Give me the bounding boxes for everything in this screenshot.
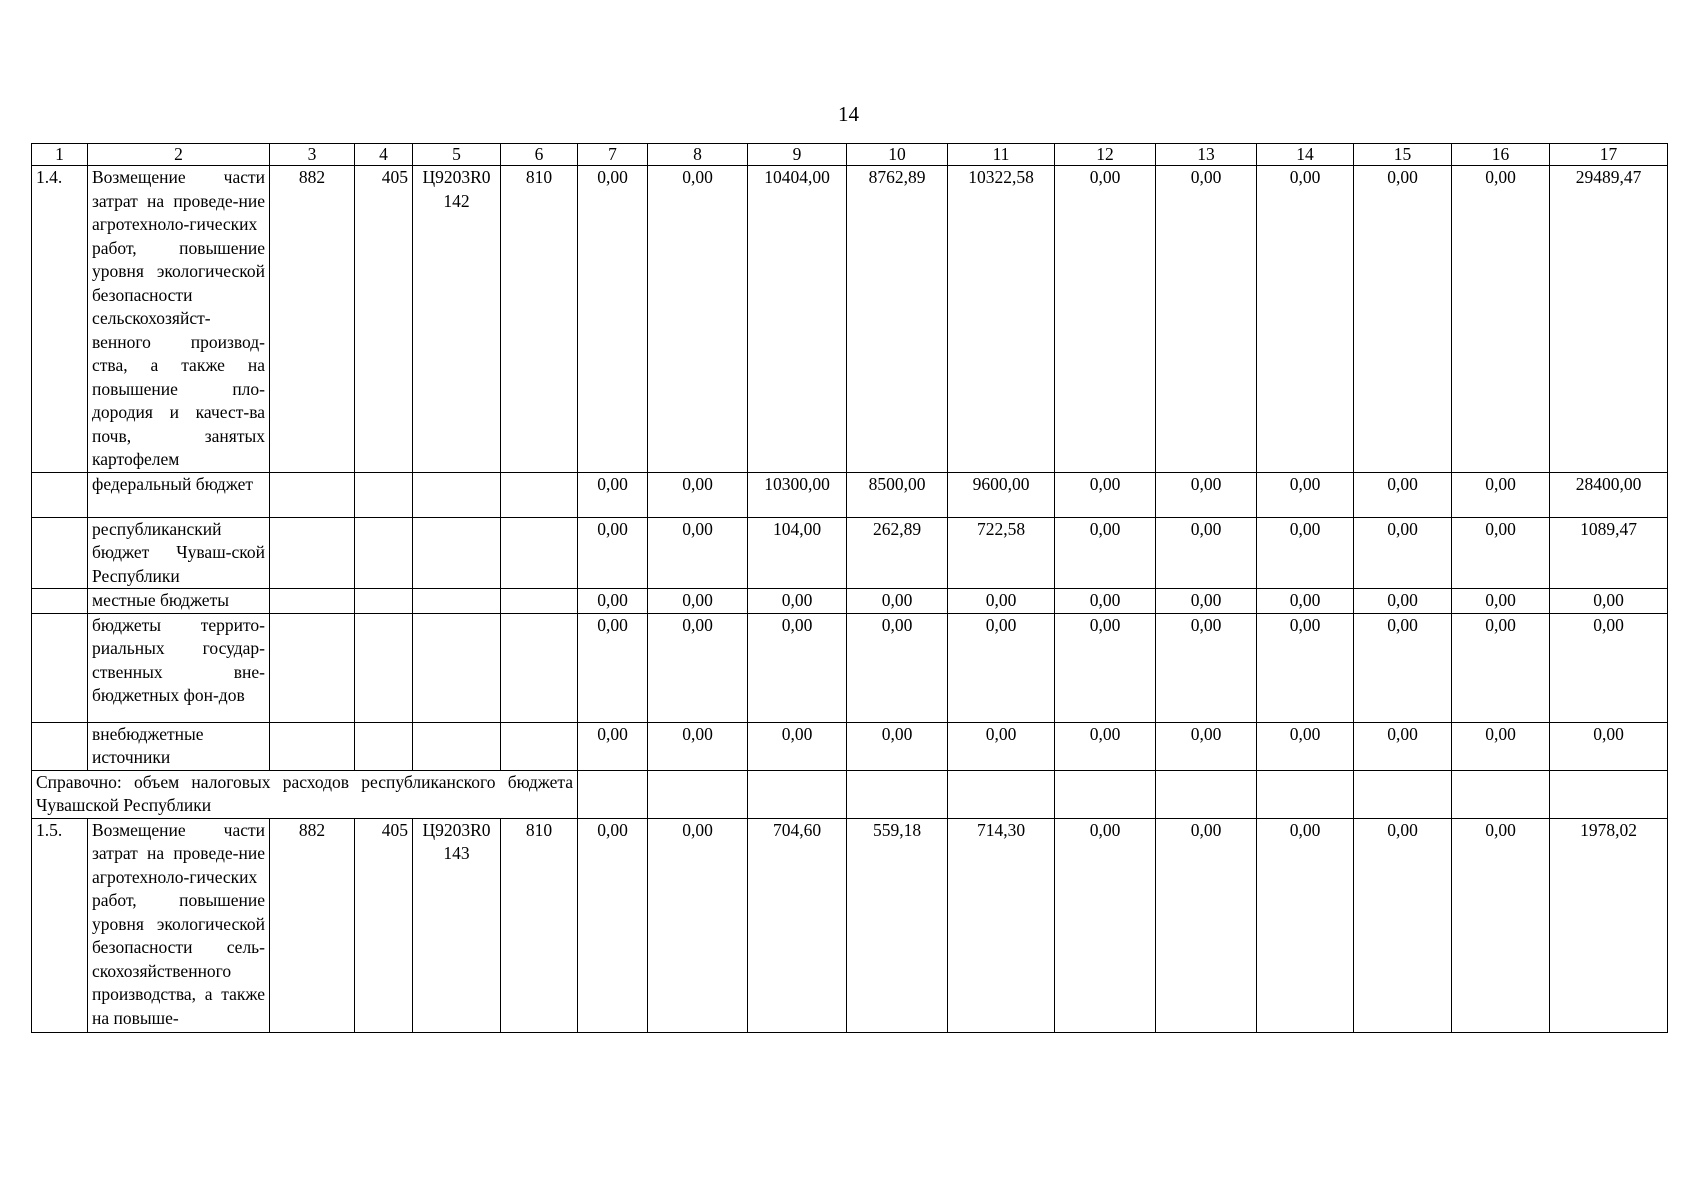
row-name: местные бюджеты (88, 589, 270, 614)
value-cell: 0,00 (578, 472, 648, 517)
value-cell: 0,00 (847, 722, 948, 770)
value-cell: 0,00 (1452, 613, 1550, 722)
value-cell: 704,60 (748, 818, 847, 1032)
row-number (32, 472, 88, 517)
header-cell: 3 (270, 144, 355, 166)
table-row (32, 818, 1668, 1032)
value-cell: 0,00 (1452, 472, 1550, 517)
col-4 (355, 589, 413, 614)
col-3: 882 (270, 166, 355, 473)
row-number (32, 722, 88, 770)
col-5 (413, 472, 501, 517)
row-name: бюджеты террито-риальных государ-ственных вне-бюджетных фон-дов (88, 613, 270, 722)
value-cell: 0,00 (1452, 818, 1550, 1032)
col-3: 882 (270, 818, 355, 1032)
value-cell: 0,00 (648, 472, 748, 517)
empty-cell (1550, 770, 1668, 818)
value-cell: 104,00 (748, 517, 847, 589)
row-number: 1.5. (32, 818, 88, 1032)
row-name: Возмещение части затрат на проведе-ние агротехноло-гических работ, повышение уровня экологической безопасности сель-скохозяйственного производства, а также на повыше- (88, 818, 270, 1032)
header-cell: 16 (1452, 144, 1550, 166)
table-row (32, 613, 1668, 722)
value-cell: 28400,00 (1550, 472, 1668, 517)
value-cell: 722,58 (948, 517, 1055, 589)
col-5: Ц9203R0 142 (413, 166, 501, 473)
col-5: Ц9203R0 143 (413, 818, 501, 1032)
value-cell: 0,00 (1055, 589, 1156, 614)
header-cell: 11 (948, 144, 1055, 166)
empty-cell (847, 770, 948, 818)
table-row (32, 166, 1668, 473)
value-cell: 0,00 (1055, 517, 1156, 589)
value-cell: 8500,00 (847, 472, 948, 517)
col-3 (270, 472, 355, 517)
col-6 (501, 613, 578, 722)
value-cell: 10322,58 (948, 166, 1055, 473)
value-cell: 1978,02 (1550, 818, 1668, 1032)
col-4: 405 (355, 818, 413, 1032)
value-cell: 0,00 (1550, 613, 1668, 722)
col-3 (270, 517, 355, 589)
value-cell: 0,00 (1257, 818, 1354, 1032)
col-5 (413, 589, 501, 614)
value-cell: 0,00 (1156, 517, 1257, 589)
row-name: республиканский бюджет Чуваш-ской Республики (88, 517, 270, 589)
row-name: федеральный бюджет (88, 472, 270, 517)
value-cell: 9600,00 (948, 472, 1055, 517)
value-cell: 0,00 (1354, 613, 1452, 722)
value-cell: 0,00 (1055, 818, 1156, 1032)
value-cell: 0,00 (1354, 472, 1452, 517)
header-cell: 14 (1257, 144, 1354, 166)
value-cell: 0,00 (948, 722, 1055, 770)
col-4 (355, 517, 413, 589)
value-cell: 10300,00 (748, 472, 847, 517)
header-cell: 15 (1354, 144, 1452, 166)
empty-cell (948, 770, 1055, 818)
header-cell: 5 (413, 144, 501, 166)
col-5 (413, 613, 501, 722)
empty-cell (1452, 770, 1550, 818)
value-cell: 714,30 (948, 818, 1055, 1032)
row-name: внебюджетные источники (88, 722, 270, 770)
value-cell: 0,00 (1354, 722, 1452, 770)
value-cell: 0,00 (1354, 589, 1452, 614)
empty-cell (748, 770, 847, 818)
row-number (32, 517, 88, 589)
header-cell: 10 (847, 144, 948, 166)
value-cell: 0,00 (1055, 166, 1156, 473)
value-cell: 0,00 (578, 517, 648, 589)
value-cell: 0,00 (1156, 818, 1257, 1032)
value-cell: 10404,00 (748, 166, 847, 473)
header-cell: 13 (1156, 144, 1257, 166)
value-cell: 0,00 (1550, 589, 1668, 614)
col-6: 810 (501, 166, 578, 473)
col-5 (413, 517, 501, 589)
header-cell: 17 (1550, 144, 1668, 166)
value-cell: 0,00 (948, 613, 1055, 722)
value-cell: 1089,47 (1550, 517, 1668, 589)
header-cell: 2 (88, 144, 270, 166)
value-cell: 0,00 (578, 613, 648, 722)
value-cell: 0,00 (948, 589, 1055, 614)
value-cell: 0,00 (1055, 722, 1156, 770)
value-cell: 0,00 (648, 613, 748, 722)
value-cell: 0,00 (1257, 722, 1354, 770)
value-cell: 0,00 (578, 722, 648, 770)
budget-table (31, 143, 1668, 1033)
value-cell: 0,00 (648, 166, 748, 473)
value-cell: 0,00 (1257, 517, 1354, 589)
value-cell: 0,00 (1156, 589, 1257, 614)
value-cell: 29489,47 (1550, 166, 1668, 473)
col-6 (501, 472, 578, 517)
value-cell: 0,00 (1156, 613, 1257, 722)
value-cell: 0,00 (1156, 166, 1257, 473)
value-cell: 0,00 (648, 589, 748, 614)
header-row (32, 144, 1668, 166)
value-cell: 0,00 (1354, 818, 1452, 1032)
col-3 (270, 722, 355, 770)
header-cell: 6 (501, 144, 578, 166)
col-5 (413, 722, 501, 770)
value-cell: 0,00 (1452, 166, 1550, 473)
empty-cell (1354, 770, 1452, 818)
value-cell: 0,00 (847, 613, 948, 722)
row-number (32, 589, 88, 614)
value-cell: 0,00 (648, 722, 748, 770)
empty-cell (1257, 770, 1354, 818)
value-cell: 0,00 (1055, 613, 1156, 722)
header-cell: 12 (1055, 144, 1156, 166)
value-cell: 0,00 (648, 517, 748, 589)
value-cell: 0,00 (1257, 166, 1354, 473)
row-name: Возмещение части затрат на проведе-ние агротехноло-гических работ, повышение уровня экологической безопасности сельскохозяйст-венного производ-ства, а также на повышение пло-дородия и качест-ва почв, занятых картофелем (88, 166, 270, 473)
value-cell: 0,00 (1257, 589, 1354, 614)
value-cell: 0,00 (1156, 722, 1257, 770)
table-row (32, 472, 1668, 517)
header-cell: 9 (748, 144, 847, 166)
value-cell: 0,00 (1257, 613, 1354, 722)
value-cell: 0,00 (748, 613, 847, 722)
header-cell: 4 (355, 144, 413, 166)
col-4 (355, 472, 413, 517)
header-cell: 7 (578, 144, 648, 166)
empty-cell (648, 770, 748, 818)
value-cell: 0,00 (748, 589, 847, 614)
value-cell: 0,00 (748, 722, 847, 770)
col-4 (355, 722, 413, 770)
value-cell: 0,00 (1354, 517, 1452, 589)
value-cell: 0,00 (578, 818, 648, 1032)
col-3 (270, 613, 355, 722)
value-cell: 0,00 (847, 589, 948, 614)
value-cell: 0,00 (1452, 517, 1550, 589)
value-cell: 0,00 (1354, 166, 1452, 473)
row-number (32, 613, 88, 722)
col-6 (501, 589, 578, 614)
empty-cell (1055, 770, 1156, 818)
value-cell: 0,00 (1550, 722, 1668, 770)
page-number: 14 (838, 102, 859, 126)
col-4: 405 (355, 166, 413, 473)
reference-row (32, 770, 1668, 818)
col-6 (501, 722, 578, 770)
value-cell: 0,00 (1257, 472, 1354, 517)
value-cell: 0,00 (1452, 722, 1550, 770)
value-cell: 0,00 (578, 589, 648, 614)
header-cell: 1 (32, 144, 88, 166)
row-number: 1.4. (32, 166, 88, 473)
reference-note: Справочно: объем налоговых расходов республиканского бюджета Чувашской Республики (32, 770, 578, 818)
value-cell: 0,00 (1055, 472, 1156, 517)
value-cell: 0,00 (648, 818, 748, 1032)
col-4 (355, 613, 413, 722)
value-cell: 0,00 (578, 166, 648, 473)
col-3 (270, 589, 355, 614)
value-cell: 8762,89 (847, 166, 948, 473)
value-cell: 559,18 (847, 818, 948, 1032)
table-row (32, 517, 1668, 589)
col-6: 810 (501, 818, 578, 1032)
header-cell: 8 (648, 144, 748, 166)
empty-cell (1156, 770, 1257, 818)
table-row (32, 722, 1668, 770)
value-cell: 0,00 (1452, 589, 1550, 614)
empty-cell (578, 770, 648, 818)
value-cell: 0,00 (1156, 472, 1257, 517)
col-6 (501, 517, 578, 589)
table-row (32, 589, 1668, 614)
value-cell: 262,89 (847, 517, 948, 589)
